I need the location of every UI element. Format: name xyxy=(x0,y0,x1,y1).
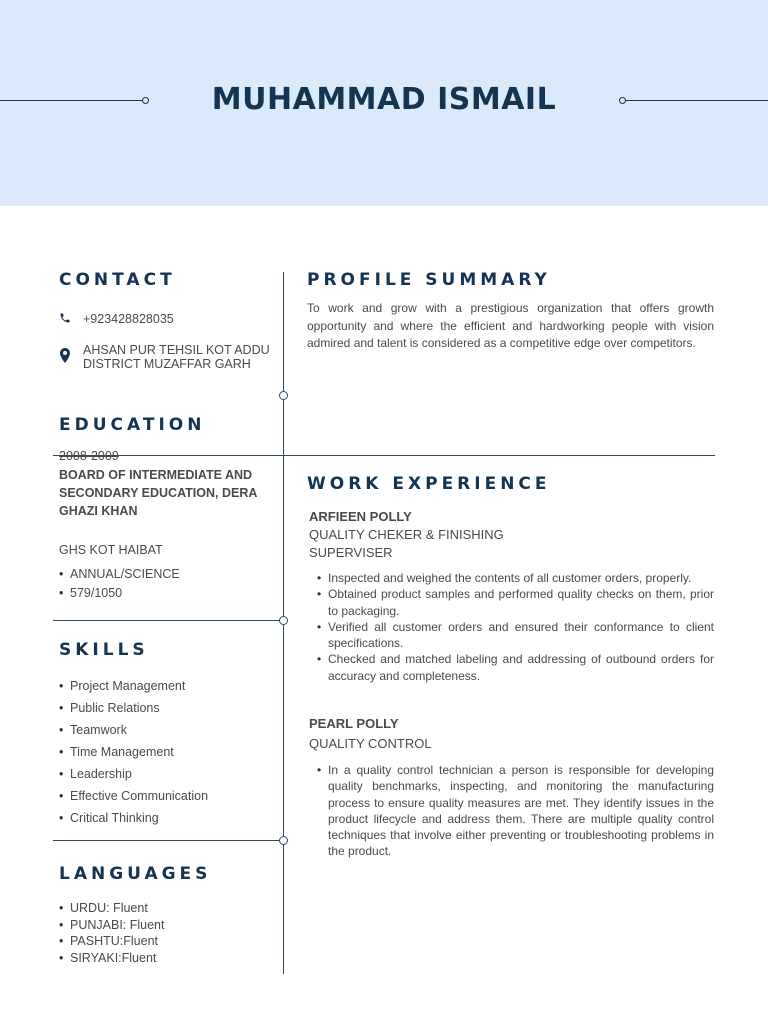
skills-list xyxy=(59,675,208,829)
timeline-node xyxy=(279,391,288,400)
list-item: • URDU: Fluent xyxy=(59,900,164,917)
education-board: BOARD OF INTERMEDIATE AND SECONDARY EDUCATION, DERA GHAZI KHAN xyxy=(59,468,257,518)
phone-icon xyxy=(59,312,71,327)
list-item: • Verified all customer orders and ensured their conformance to client specifications. xyxy=(317,619,714,652)
list-item: • Effective Communication xyxy=(59,785,208,807)
job-company: ARFIEEN POLLY xyxy=(309,509,412,524)
location-pin-icon xyxy=(59,348,71,366)
job-company: PEARL POLLY xyxy=(309,716,399,731)
skills-heading: SKILLS xyxy=(59,640,149,660)
list-item: • ANNUAL/SCIENCE xyxy=(59,565,180,584)
list-item: • In a quality control technician a person is responsible for developing quality benchmarks, inspecting, and monitoring the manufacturing process to ensure quality measures are met. They identify issues in the product lifecycle and address them. There are multiple quality control techniques that involve either preventing or troubleshooting problems in the product. xyxy=(317,762,714,860)
education-school: GHS KOT HAIBAT xyxy=(59,543,163,557)
timeline-node xyxy=(279,616,288,625)
education-skills-divider xyxy=(53,620,284,621)
profile-summary-heading: PROFILE SUMMARY xyxy=(307,270,551,290)
education-years: 2008-2009 xyxy=(59,449,119,463)
job-role: QUALITY CONTROL xyxy=(309,736,432,751)
languages-heading: LANGUAGES xyxy=(59,864,211,884)
contact-phone: +923428828035 xyxy=(83,312,174,326)
list-item: • Inspected and weighed the contents of all customer orders, properly. xyxy=(317,570,714,586)
languages-list xyxy=(59,900,164,966)
job-role: QUALITY CHEKER & FINISHING SUPERVISER xyxy=(309,527,504,560)
list-item: • Public Relations xyxy=(59,697,208,719)
list-item: • Checked and matched labeling and addressing of outbound orders for accuracy and completeness. xyxy=(317,651,714,684)
list-item: • Critical Thinking xyxy=(59,807,208,829)
list-item: • Project Management xyxy=(59,675,208,697)
education-details-list xyxy=(59,565,180,603)
page-title: MUHAMMAD ISMAIL xyxy=(211,82,557,117)
job-duties-list xyxy=(317,570,714,684)
work-experience-heading: WORK EXPERIENCE xyxy=(307,474,551,494)
education-heading: EDUCATION xyxy=(59,415,205,435)
job-duties-list xyxy=(317,762,714,860)
list-item: • 579/1050 xyxy=(59,584,180,603)
list-item: • Obtained product samples and performed quality checks on them, prior to packaging. xyxy=(317,586,714,619)
header-right-line xyxy=(626,100,768,101)
header-right-dot xyxy=(619,97,626,104)
timeline-node xyxy=(279,836,288,845)
list-item: • Time Management xyxy=(59,741,208,763)
list-item: • PASHTU:Fluent xyxy=(59,933,164,950)
profile-summary-text: To work and grow with a prestigious organization that offers growth opportunity and where the efficient and hardworking people with vision admired and talent is considered as a competitive edge over competitors. xyxy=(307,301,714,350)
list-item: • SIRYAKI:Fluent xyxy=(59,950,164,967)
list-item: • Teamwork xyxy=(59,719,208,741)
education-work-divider xyxy=(53,455,715,456)
contact-address: AHSAN PUR TEHSIL KOT ADDU DISTRICT MUZAFFAR GARH xyxy=(83,343,270,371)
contact-heading: CONTACT xyxy=(59,270,176,290)
list-item: • Leadership xyxy=(59,763,208,785)
skills-languages-divider xyxy=(53,840,284,841)
list-item: • PUNJABI: Fluent xyxy=(59,917,164,934)
